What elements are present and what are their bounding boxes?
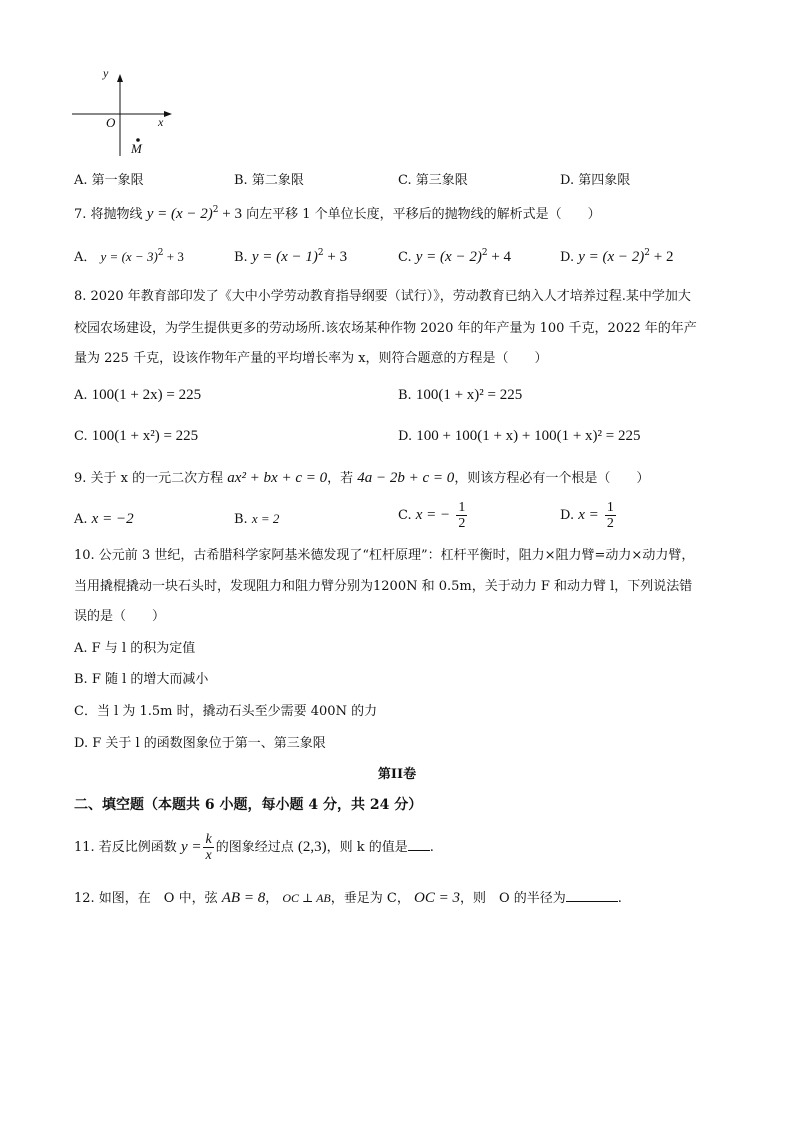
q9-option-a-label: A.: [74, 512, 88, 527]
q8-option-b-label: B.: [398, 388, 412, 403]
q9-option-d-expr: x =: [578, 507, 599, 523]
q8-option-a-expr: 100(1 + 2x) = 225: [91, 387, 202, 403]
q10-option-d: D. F 关于 l 的函数图象位于第一、第三象限: [74, 736, 326, 751]
q8-stem-line-2: 校园农场建设，为学生提供更多的劳动场所.该农场某种作物 2020 年的年产量为 100 千克，2022 年的年产: [74, 321, 697, 336]
q9-option-d-label: D.: [560, 508, 575, 523]
q10-option-c: C．当 l 为 1.5m 时，撬动石头至少需要 400N 的力: [74, 704, 378, 719]
q9-option-c-numerator: 1: [458, 500, 466, 515]
q6-option-d: D. 第四象限: [560, 173, 631, 188]
q11-mid: 的图象经过点: [215, 840, 294, 855]
q7-stem-tail: + 3: [218, 206, 242, 222]
origin-label: O: [106, 115, 116, 130]
q9-stem-pre: 9. 关于 x 的一元二次方程: [74, 471, 224, 486]
q6-option-b: B. 第二象限: [234, 173, 304, 188]
q11-point: (2,3): [297, 839, 327, 855]
q12-end: .: [617, 891, 622, 906]
q8-option-b-expr: 100(1 + x)² = 225: [415, 387, 523, 403]
q9-option-d: [560, 500, 618, 531]
q7-option-a: A． $y = (x - 3)^2 + 3$: [74, 248, 184, 265]
q9-stem-post: ，则该方程必有一个根是（ ）: [454, 471, 650, 486]
q12-mid-2: ，垂足为 C，: [330, 891, 410, 906]
q9-option-d-numerator: 1: [606, 500, 614, 515]
q7-stem-pre: 7. 将抛物线: [74, 207, 143, 222]
q10-option-a: A. F 与 l 的积为定值: [74, 641, 196, 656]
q9-stem-equation: ax² + bx + c = 0: [227, 470, 328, 486]
q8-option-d-label: D.: [398, 429, 413, 444]
q12-ab: AB = 8: [221, 890, 266, 906]
q7-option-a-label: A．: [74, 250, 97, 265]
q8-option-a-label: A.: [74, 388, 88, 403]
q12-answer-blank[interactable]: [566, 889, 618, 902]
q9-stem-condition: 4a − 2b + c = 0: [357, 470, 455, 486]
q9-option-c: [398, 500, 469, 531]
q11-fraction: [203, 832, 213, 863]
q9-option-c-denominator: 2: [458, 516, 466, 531]
q7-stem-post: 向左平移 1 个单位长度，平移后的抛物线的解析式是（ ）: [246, 207, 601, 222]
q7-option-d-label: D.: [560, 250, 575, 265]
q9-option-d-denominator: 2: [606, 516, 614, 531]
q7-option-c-label: C.: [398, 250, 412, 265]
volume-title: 第II卷: [377, 767, 417, 782]
q7-stem: 7. 将抛物线 $y = (x - 2)^2 + 3$ 向左平移 1 个单位长度，平移后的抛物线的解析式是（ ）: [74, 205, 601, 222]
q6-option-a: A. 第一象限: [74, 173, 144, 188]
q7-option-a-tail: + 3: [163, 249, 184, 264]
q9-stem-mid: ，若: [327, 471, 354, 486]
q11-post: ，则 k 的值是: [326, 840, 408, 855]
q9-option-a-expr: x = −2: [91, 511, 134, 527]
q9-option-c-fraction: [456, 500, 467, 531]
q7-option-c-expr: y = (x − 2): [415, 249, 482, 265]
q9-option-b-label: B.: [234, 512, 248, 527]
q7-option-c: C. $y = (x - 2)^2 + 4$: [398, 248, 512, 265]
q11-numerator: k: [205, 832, 212, 847]
q8-option-d: [398, 427, 641, 446]
q11-denominator: x: [205, 848, 212, 863]
x-axis-label: x: [158, 115, 164, 129]
q7-option-b: B. $y = (x - 1)^2 + 3$: [234, 248, 348, 265]
point-m-label: M: [131, 141, 142, 156]
x-axis-arrow: [164, 111, 172, 117]
q6-option-c: C. 第三象限: [398, 173, 468, 188]
coordinate-figure: [68, 66, 178, 160]
q10-stem-line-3: 误的是（ ）: [74, 609, 166, 624]
q9-stem: [74, 469, 649, 488]
q8-option-c-label: C.: [74, 429, 88, 444]
q8-option-c: [74, 427, 198, 446]
q12-oc: OC = 3: [414, 890, 460, 906]
q8-option-c-expr: 100(1 + x²) = 225: [91, 428, 199, 444]
q12-mid-1: ，: [265, 891, 279, 906]
q7-stem-formula: y = (x − 2): [146, 206, 213, 222]
q12-stem: [74, 889, 622, 908]
q11-y: y =: [180, 839, 202, 855]
y-axis-label: y: [103, 66, 109, 80]
q9-option-b: [234, 510, 279, 529]
q7-option-c-tail: + 4: [487, 249, 512, 265]
q7-option-b-expr: y = (x − 1): [251, 249, 318, 265]
q11-stem: [74, 832, 434, 863]
q9-option-c-label: C.: [398, 508, 412, 523]
q11-answer-blank[interactable]: [408, 838, 430, 851]
q12-pre: 12. 如图，在 O 中，弦: [74, 891, 218, 906]
q8-option-a: [74, 386, 201, 405]
q8-option-b: [398, 386, 522, 405]
q8-option-d-expr: 100 + 100(1 + x) + 100(1 + x)² = 225: [416, 428, 641, 444]
q9-option-b-expr: x = 2: [251, 511, 280, 526]
q7-option-d-tail: + 2: [650, 249, 674, 265]
q10-stem-line-1: 10. 公元前 3 世纪，古希腊科学家阿基米德发现了“杠杆原理”：杠杆平衡时，阻力×阻力臂=动力×动力臂，: [74, 548, 695, 563]
q10-stem-line-2: 当用撬棍撬动一块石头时，发现阻力和阻力臂分别为1200N 和 0.5m，关于动力 F 和动力臂 l，下列说法错: [74, 579, 693, 594]
q10-option-b: B. F 随 l 的增大而减小: [74, 672, 209, 687]
q8-stem-line-3: 量为 225 千克，设该作物年产量的平均增长率为 x，则符合题意的方程是（ ）: [74, 351, 548, 366]
q7-option-d: D. $y = (x - 2)^2 + 2$: [560, 248, 674, 265]
q12-post: ，则 O 的半径为: [459, 891, 566, 906]
q11-pre: 11. 若反比例函数: [74, 840, 177, 855]
q9-option-c-expr: x = −: [415, 507, 451, 523]
q7-option-a-expr: y = (x − 3): [100, 249, 158, 264]
q9-option-a: [74, 510, 134, 529]
q7-option-b-label: B.: [234, 250, 248, 265]
q7-option-d-expr: y = (x − 2): [578, 249, 645, 265]
q9-option-d-fraction: [605, 500, 616, 531]
q7-option-b-tail: + 3: [323, 249, 348, 265]
section-heading: 二、填空题（本题共 6 小题，每小题 4 分，共 24 分）: [74, 797, 423, 813]
q11-end: .: [429, 840, 434, 855]
q8-stem-line-1: 8. 2020 年教育部印发了《大中小学劳动教育指导纲要（试行）》，劳动教育已纳入人才培养过程.某中学加大: [74, 289, 691, 304]
q12-perp: OC ⊥ AB: [282, 891, 331, 905]
y-axis-arrow: [117, 74, 123, 82]
